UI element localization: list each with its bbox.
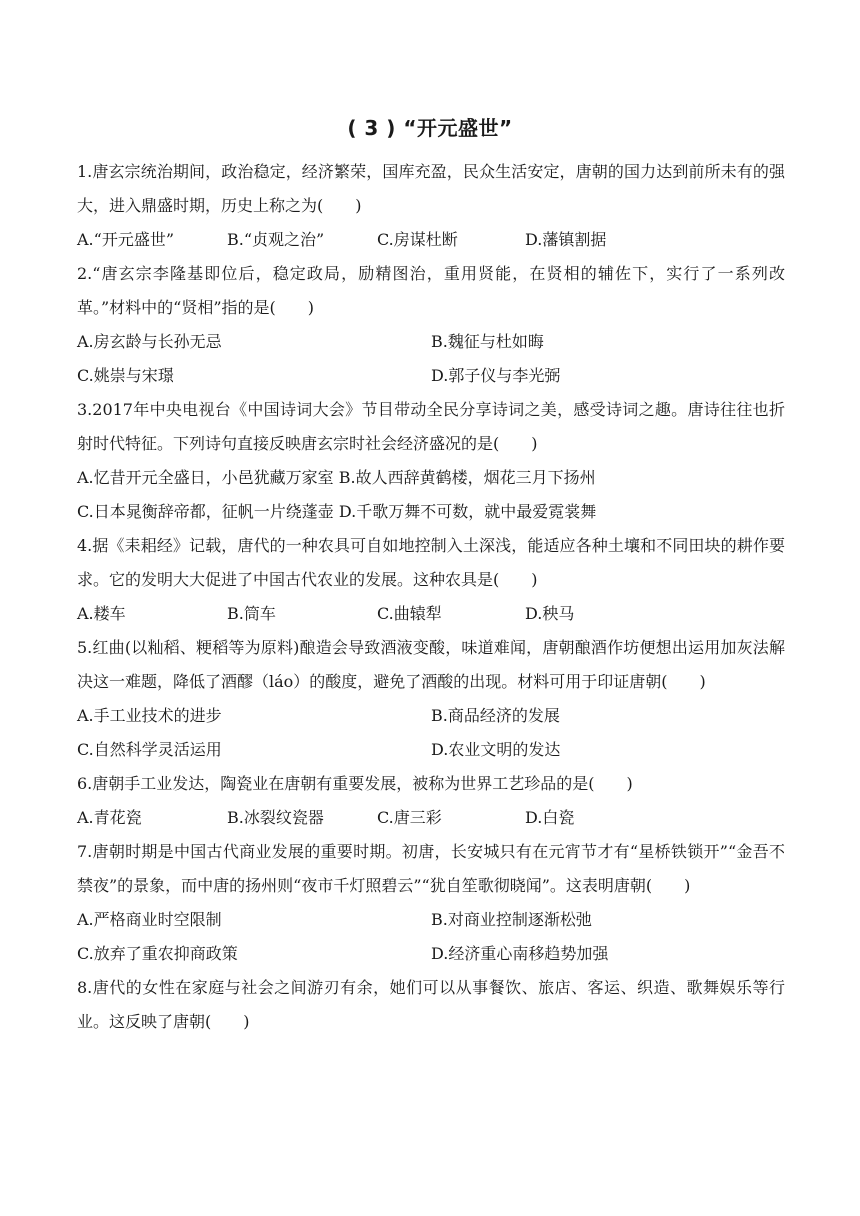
option-c: C.唐三彩 xyxy=(377,808,442,827)
question-3 xyxy=(77,393,785,529)
question-text: 5.红曲(以籼稻、粳稻等为原料)酿造会导致酒液变酸，味道难闻，唐朝酿酒作坊便想出运用加灰法解决这一难题，降低了酒醪（láo）的酸度，避免了酒酸的出现。材料可用于印证唐朝( ) xyxy=(77,638,785,691)
question-text: 2.“唐玄宗李隆基即位后，稳定政局，励精图治，重用贤能，在贤相的辅佐下，实行了一系列改革。”材料中的“贤相”指的是( ) xyxy=(77,264,785,317)
option-a: A.“开元盛世” xyxy=(77,230,175,249)
option-d: D.经济重心南移趋势加强 xyxy=(431,944,609,963)
page-title: ( 3 ) “开元盛世” xyxy=(347,116,513,140)
option-d: D.白瓷 xyxy=(525,808,575,827)
options-row xyxy=(77,325,785,359)
options-row xyxy=(77,223,785,257)
question-8 xyxy=(77,971,785,1039)
options-row xyxy=(77,461,785,495)
option-a: A.耧车 xyxy=(77,604,126,623)
option-b: B.对商业控制逐渐松弛 xyxy=(431,910,592,929)
question-text: 6.唐朝手工业发达，陶瓷业在唐朝有重要发展，被称为世界工艺珍品的是( ) xyxy=(77,774,633,793)
option-b: B.魏征与杜如晦 xyxy=(431,332,544,351)
option-b: B.筒车 xyxy=(227,604,276,623)
question-1 xyxy=(77,155,785,257)
question-text: 3.2017年中央电视台《中国诗词大会》节目带动全民分享诗词之美，感受诗词之趣。唐诗往往也折射时代特征。下列诗句直接反映唐玄宗时社会经济盛况的是( ) xyxy=(77,400,785,453)
options-row xyxy=(77,903,785,937)
option-a: A.严格商业时空限制 xyxy=(77,910,222,929)
options-row xyxy=(77,359,785,393)
options-row xyxy=(77,937,785,971)
question-text: 4.据《耒耜经》记载，唐代的一种农具可自如地控制入土深浅，能适应各种土壤和不同田块的耕作要求。它的发明大大促进了中国古代农业的发展。这种农具是( ) xyxy=(77,536,785,589)
options-row xyxy=(77,801,785,835)
question-text: 1.唐玄宗统治期间，政治稳定，经济繁荣，国库充盈，民众生活安定，唐朝的国力达到前所未有的强大，进入鼎盛时期，历史上称之为( ) xyxy=(77,162,785,215)
question-2 xyxy=(77,257,785,393)
question-7 xyxy=(77,835,785,971)
option-c: C.放弃了重农抑商政策 xyxy=(77,944,238,963)
option-a: A.青花瓷 xyxy=(77,808,142,827)
option-c: C.自然科学灵活运用 xyxy=(77,740,222,759)
option-a-b: A.忆昔开元全盛日，小邑犹藏万家室 B.故人西辞黄鹤楼，烟花三月下扬州 xyxy=(77,468,596,487)
option-b: B.冰裂纹瓷器 xyxy=(227,808,324,827)
option-a: A.房玄龄与长孙无忌 xyxy=(77,332,222,351)
options-row xyxy=(77,699,785,733)
question-text: 7.唐朝时期是中国古代商业发展的重要时期。初唐，长安城只有在元宵节才有“星桥铁锁开”“金吾不禁夜”的景象，而中唐的扬州则“夜市千灯照碧云”“犹自笙歌彻晓闻”。这表明唐朝( ) xyxy=(77,842,785,895)
question-5 xyxy=(77,631,785,767)
option-b: B.“贞观之治” xyxy=(227,230,325,249)
options-row xyxy=(77,597,785,631)
question-6 xyxy=(77,767,785,835)
question-list xyxy=(77,155,785,1039)
options-row xyxy=(77,733,785,767)
option-c-d: C.日本晁衡辞帝都，征帆一片绕蓬壶 D.千歌万舞不可数，就中最爱霓裳舞 xyxy=(77,502,597,521)
option-c: C.房谋杜断 xyxy=(377,230,458,249)
option-d: D.藩镇割据 xyxy=(525,230,607,249)
option-b: B.商品经济的发展 xyxy=(431,706,560,725)
question-4 xyxy=(77,529,785,631)
options-row xyxy=(77,495,785,529)
option-c: C.曲辕犁 xyxy=(377,604,442,623)
option-a: A.手工业技术的进步 xyxy=(77,706,222,725)
option-c: C.姚崇与宋璟 xyxy=(77,366,174,385)
option-d: D.郭子仪与李光弼 xyxy=(431,366,561,385)
option-d: D.农业文明的发达 xyxy=(431,740,561,759)
option-d: D.秧马 xyxy=(525,604,575,623)
question-text: 8.唐代的女性在家庭与社会之间游刃有余，她们可以从事餐饮、旅店、客运、织造、歌舞娱乐等行业。这反映了唐朝( ) xyxy=(77,978,785,1031)
